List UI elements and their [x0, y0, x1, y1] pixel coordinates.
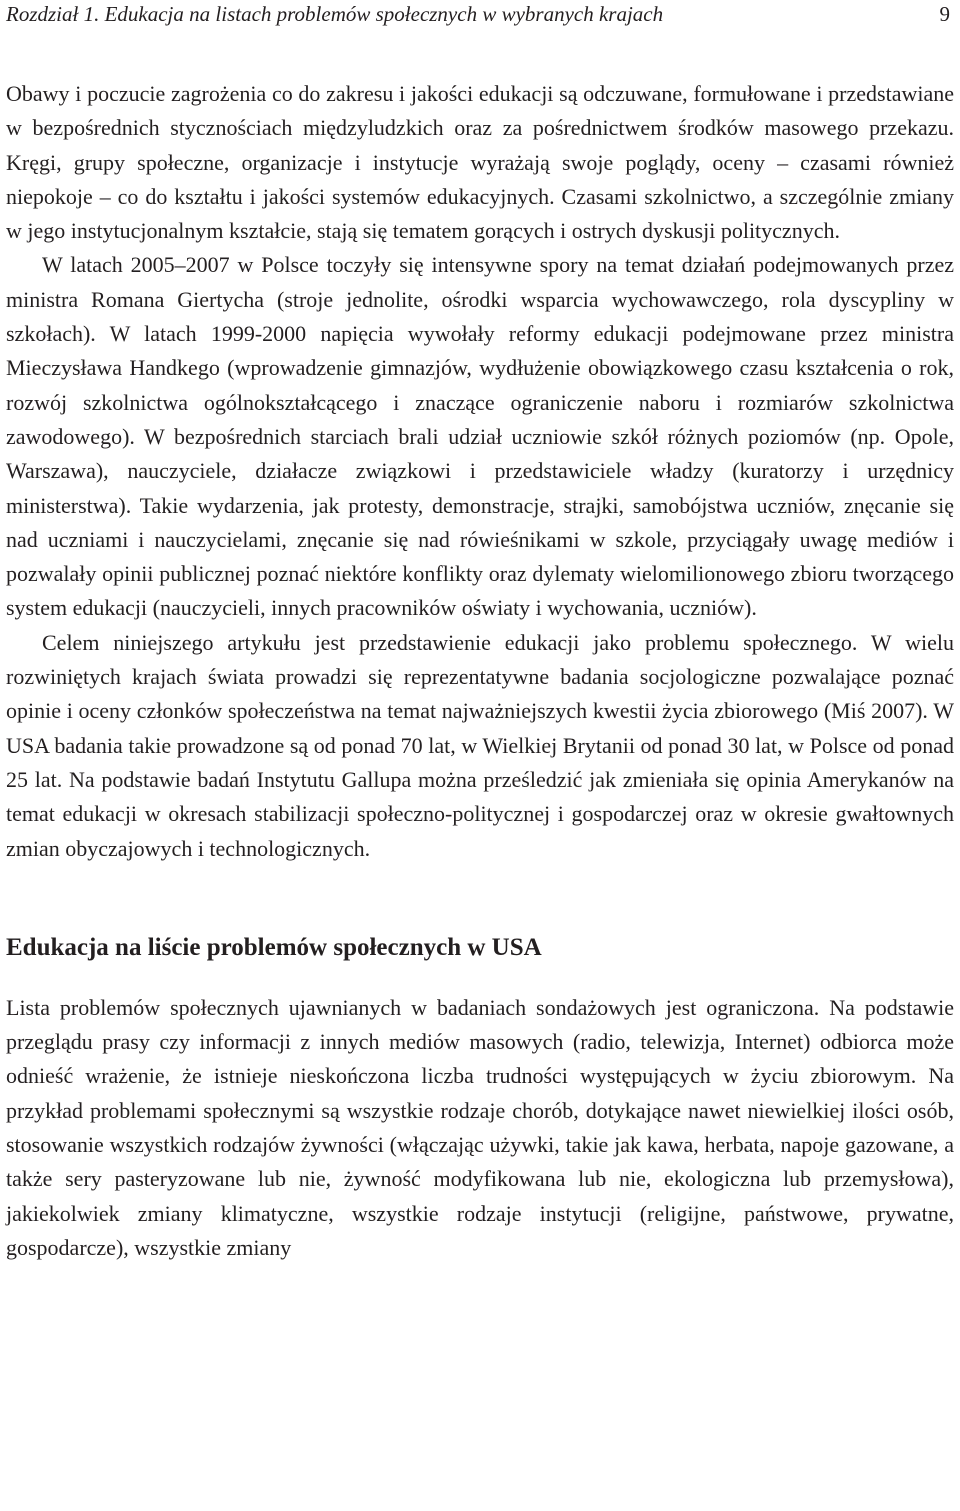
page-body	[6, 77, 954, 1265]
paragraph-2: W latach 2005–2007 w Polsce toczyły się intensywne spory na temat działań podejmowanych przez ministra Romana Giertycha (stroje jednolite, ośrodki wsparcia wychowawczego, rola dyscypliny w szkołach). W latach 1999-2000 napięcia wywołały reformy edukacji podejmowane przez ministra Mieczysława Handkego (wprowadzenie gimnazjów, wydłużenie obowiązkowego czasu kształcenia o rok, rozwój szkolnictwa ogólnokształcącego i znaczące ograniczenie naboru i rozmiarów szkolnictwa zawodowego). W bezpośrednich starciach brali udział uczniowie szkół różnych poziomów (np. Opole, Warszawa), nauczyciele, działacze związkowi i przedstawiciele władzy (kuratorzy i urzędnicy ministerstwa). Takie wydarzenia, jak protesty, demonstracje, strajki, samobójstwa uczniów, znęcanie się nad uczniami i nauczycielami, znęcanie się nad rówieśnikami w szkole, przyciągały uwagę mediów i pozwalały opinii publicznej poznać niektóre konflikty oraz dylematy wielomilionowego zbioru tworzącego system edukacji (nauczycieli, innych pracowników oświaty i wychowania, uczniów).	[6, 252, 954, 621]
paragraph-1: Obawy i poczucie zagrożenia co do zakresu i jakości edukacji są odczuwane, formułowane i przedstawiane w bezpośrednich stycznościach międzyludzkich oraz za pośrednictwem środków masowego przekazu. Kręgi, grupy społeczne, organizacje i instytucje wyrażają swoje poglądy, oceny – czasami również niepokoje – co do kształtu i jakości systemów edukacyjnych. Czasami szkolnictwo, a szczególnie zmiany w jego instytucjonalnym kształcie, stają się tematem gorących i ostrych dyskusji politycznych.	[6, 81, 954, 244]
page-number: 9	[939, 2, 950, 26]
chapter-title: Rozdział 1. Edukacja na listach problemów społecznych w wybranych krajach	[6, 2, 664, 26]
running-header	[6, 0, 954, 30]
paragraph-3: Celem niniejszego artykułu jest przedstawienie edukacji jako problemu społecznego. W wielu rozwiniętych krajach świata prowadzi się reprezentatywne badania socjologiczne pozwalające poznać opinie i oceny członków społeczeństwa na temat najważniejszych kwestii życia zbiorowego (Miś 2007). W USA badania takie prowadzone są od ponad 70 lat, w Wielkiej Brytanii od ponad 30 lat, w Polsce od ponad 25 lat. Na podstawie badań Instytutu Gallupa można prześledzić jak zmieniała się opinia Amerykanów na temat edukacji w okresach stabilizacji społeczno-politycznej i gospodarczej oraz w okresie gwałtownych zmian obyczajowych i technologicznych.	[6, 629, 954, 861]
section-heading: Edukacja na liście problemów społecznych w USA	[6, 933, 542, 961]
paragraph-4: Lista problemów społecznych ujawnianych w badaniach sondażowych jest ograniczona. Na podstawie przeglądu prasy czy informacji z innych mediów masowych (radio, telewizja, Internet) odbiorca może odnieść wrażenie, że istnieje nieskończona liczba trudności występujących w życiu zbiorowym. Na przykład problemami społecznymi są wszystkie rodzaje chorób, dotykające nawet niewielkiej ilości osób, stosowanie wszystkich rodzajów żywności (włączając używki, takie jak kawa, herbata, napoje gazowane, a także sery pasteryzowane lub nie, żywność modyfikowana lub nie, ekologiczna lub przemysłowa), jakiekolwiek zmiany klimatyczne, wszystkie rodzaje instytucji (religijne, państwowe, prywatne, gospodarcze), wszystkie zmiany	[6, 994, 954, 1260]
